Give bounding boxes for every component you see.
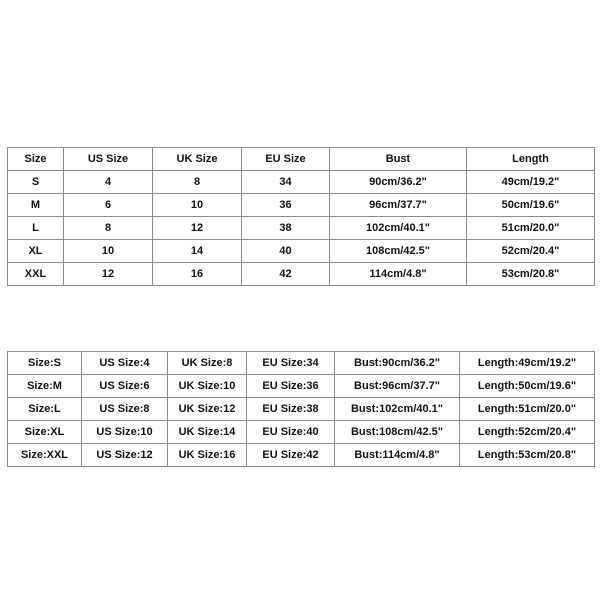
table-row: [8, 217, 595, 240]
length-cell: Length:50cm/19.6": [460, 375, 595, 398]
uk-size-cell: 10: [153, 194, 242, 217]
length-cell: 49cm/19.2": [467, 171, 595, 194]
header-cell: Size: [8, 148, 64, 171]
size-cell: XXL: [8, 263, 64, 286]
length-cell: 52cm/20.4": [467, 240, 595, 263]
length-cell: 51cm/20.0": [467, 217, 595, 240]
uk-size-cell: UK Size:16: [168, 444, 247, 467]
bust-cell: 108cm/42.5": [330, 240, 467, 263]
size-cell: Size:XL: [8, 421, 82, 444]
eu-size-cell: EU Size:42: [247, 444, 335, 467]
uk-size-cell: UK Size:10: [168, 375, 247, 398]
us-size-cell: 8: [64, 217, 153, 240]
header-cell: EU Size: [242, 148, 330, 171]
header-cell: US Size: [64, 148, 153, 171]
length-cell: 53cm/20.8": [467, 263, 595, 286]
us-size-cell: US Size:6: [82, 375, 168, 398]
uk-size-cell: 12: [153, 217, 242, 240]
uk-size-cell: UK Size:14: [168, 421, 247, 444]
bust-cell: Bust:102cm/40.1": [335, 398, 460, 421]
length-cell: Length:49cm/19.2": [460, 352, 595, 375]
size-chart-labeled-table: [7, 351, 595, 467]
eu-size-cell: 40: [242, 240, 330, 263]
us-size-cell: 10: [64, 240, 153, 263]
bust-cell: 96cm/37.7": [330, 194, 467, 217]
bust-cell: Bust:90cm/36.2": [335, 352, 460, 375]
size-chart-table: [7, 147, 595, 286]
table-row: [8, 171, 595, 194]
us-size-cell: US Size:4: [82, 352, 168, 375]
table-row: [8, 240, 595, 263]
uk-size-cell: 16: [153, 263, 242, 286]
table-row: [8, 263, 595, 286]
eu-size-cell: 38: [242, 217, 330, 240]
bust-cell: Bust:96cm/37.7": [335, 375, 460, 398]
table-row: [8, 194, 595, 217]
size-cell: XL: [8, 240, 64, 263]
eu-size-cell: EU Size:38: [247, 398, 335, 421]
table-row: [8, 421, 595, 444]
table-row: [8, 398, 595, 421]
eu-size-cell: 42: [242, 263, 330, 286]
size-cell: Size:S: [8, 352, 82, 375]
us-size-cell: US Size:8: [82, 398, 168, 421]
eu-size-cell: 36: [242, 194, 330, 217]
header-cell: UK Size: [153, 148, 242, 171]
eu-size-cell: EU Size:36: [247, 375, 335, 398]
uk-size-cell: UK Size:8: [168, 352, 247, 375]
table-row: [8, 375, 595, 398]
bust-cell: Bust:114cm/4.8": [335, 444, 460, 467]
size-cell: Size:L: [8, 398, 82, 421]
uk-size-cell: UK Size:12: [168, 398, 247, 421]
size-cell: L: [8, 217, 64, 240]
us-size-cell: 12: [64, 263, 153, 286]
us-size-cell: 4: [64, 171, 153, 194]
us-size-cell: US Size:10: [82, 421, 168, 444]
length-cell: Length:53cm/20.8": [460, 444, 595, 467]
uk-size-cell: 8: [153, 171, 242, 194]
eu-size-cell: EU Size:34: [247, 352, 335, 375]
length-cell: Length:51cm/20.0": [460, 398, 595, 421]
bust-cell: 102cm/40.1": [330, 217, 467, 240]
size-cell: Size:M: [8, 375, 82, 398]
eu-size-cell: 34: [242, 171, 330, 194]
length-cell: Length:52cm/20.4": [460, 421, 595, 444]
size-cell: S: [8, 171, 64, 194]
eu-size-cell: EU Size:40: [247, 421, 335, 444]
table-row: [8, 352, 595, 375]
header-cell: Bust: [330, 148, 467, 171]
bust-cell: 114cm/4.8": [330, 263, 467, 286]
uk-size-cell: 14: [153, 240, 242, 263]
size-cell: Size:XXL: [8, 444, 82, 467]
us-size-cell: US Size:12: [82, 444, 168, 467]
table-row: [8, 444, 595, 467]
header-cell: Length: [467, 148, 595, 171]
table-header-row: [8, 148, 595, 171]
size-cell: M: [8, 194, 64, 217]
bust-cell: 90cm/36.2": [330, 171, 467, 194]
us-size-cell: 6: [64, 194, 153, 217]
length-cell: 50cm/19.6": [467, 194, 595, 217]
bust-cell: Bust:108cm/42.5": [335, 421, 460, 444]
